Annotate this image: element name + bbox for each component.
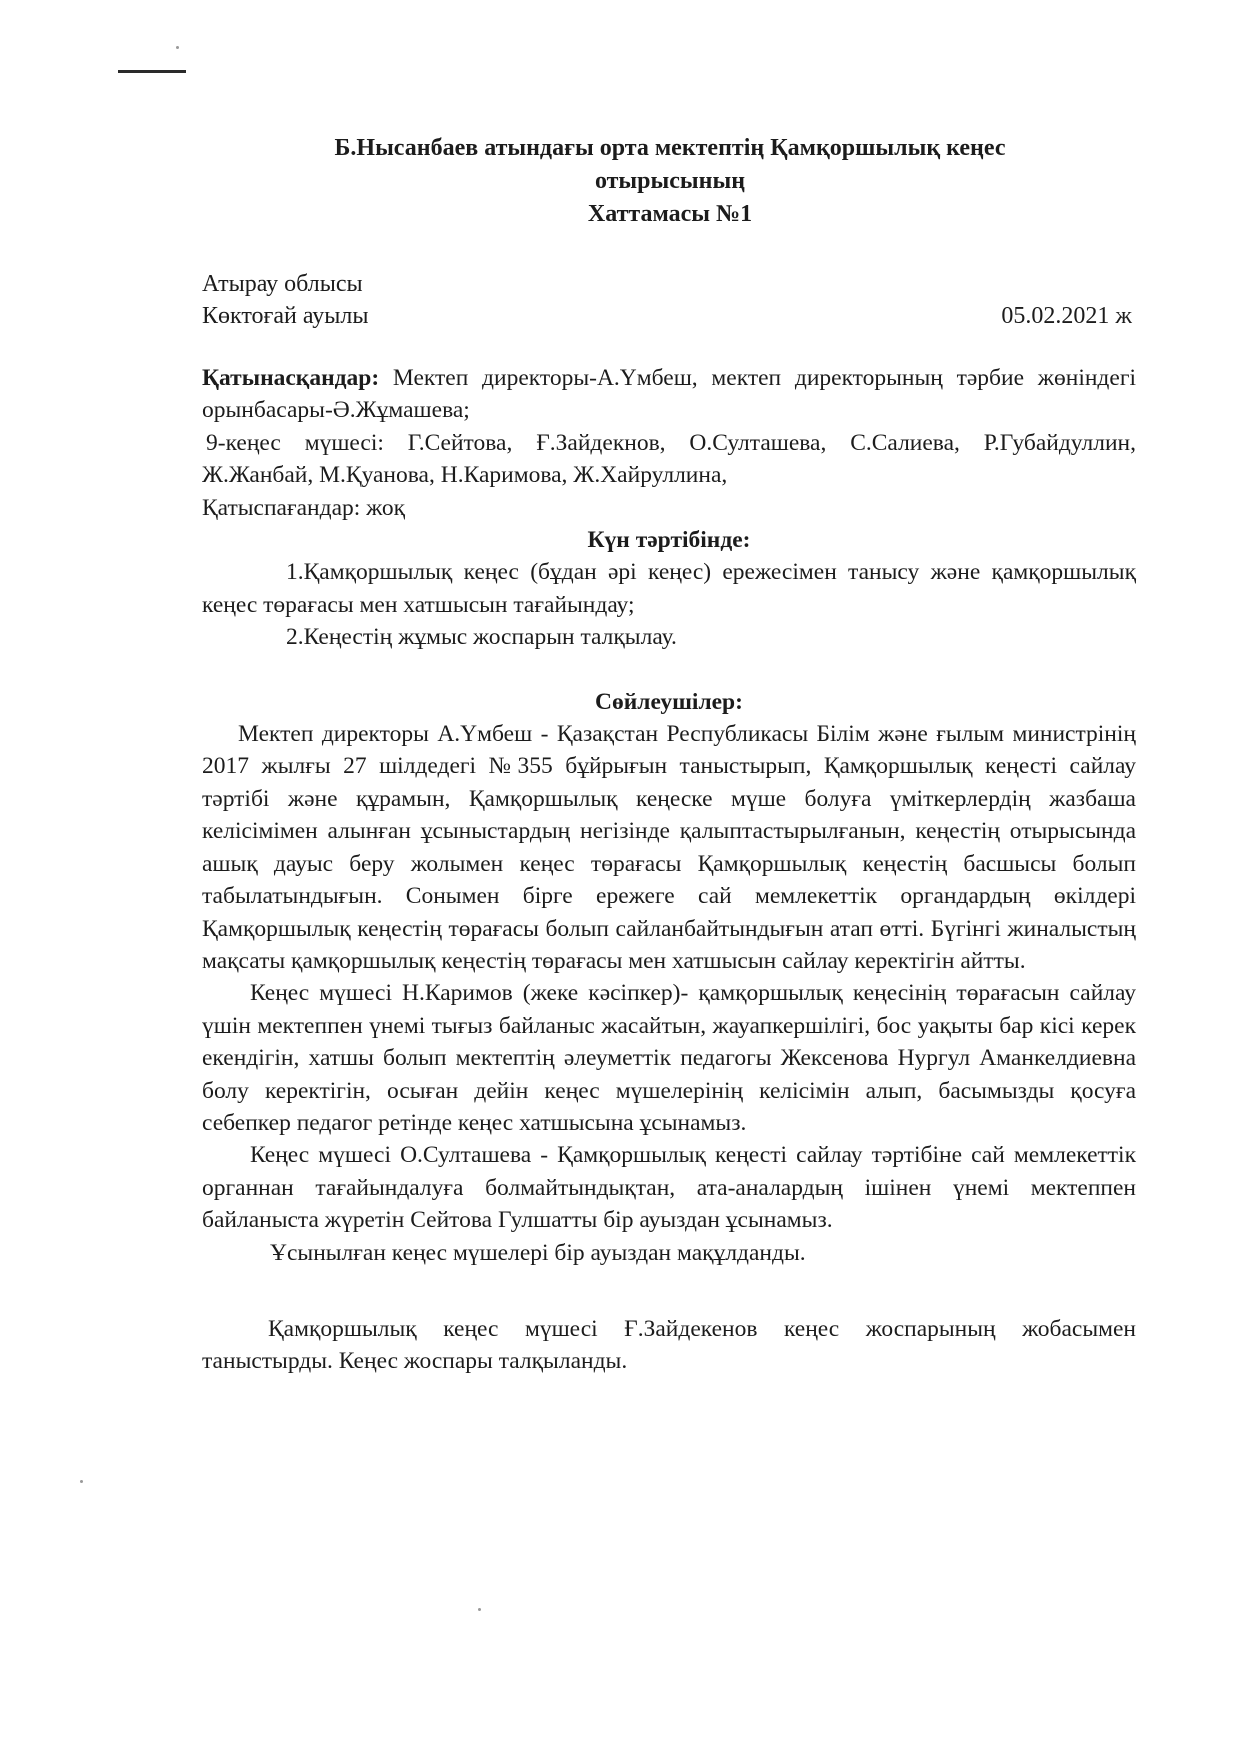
place-and-date <box>202 268 1132 332</box>
header-title-line1: Б.Нысанбаев атындағы орта мектептің Қамқоршылық кеңес <box>334 135 1006 161</box>
agenda-item-2: 2.Кеңестің жұмыс жоспарын талқылау. <box>286 624 677 651</box>
document-header <box>200 132 1140 231</box>
village-name: Көктоғай ауылы <box>202 303 369 329</box>
attendance-paragraph <box>202 362 1136 427</box>
corner-mark <box>118 70 186 73</box>
attendance-text: Мектеп директоры-А.Үмбеш, мектеп директорының тәрбие жөніндегі орынбасары-Ә.Жұмашева; <box>202 365 1136 424</box>
absent-line: Қатыспағандар: жоқ <box>202 494 405 521</box>
scan-speck <box>478 1608 481 1611</box>
speaker-paragraph-sultasheva: Кеңес мүшесі О.Султашева - Қамқоршылық кеңесті сайлау тәртібіне сай мемлекеттік органнан тағайындалуға болмайтындықтан, ата-аналардың ішінен үнемі мектеппен байланыста жүретін Сейтова Гулшатты бір ауыздан ұсынамыз. <box>202 1142 1136 1234</box>
header-protocol-number: Хаттамасы №1 <box>587 201 753 227</box>
scan-speck <box>80 1480 83 1483</box>
agenda-heading: Күн тәртібінде: <box>587 527 751 554</box>
scan-speck <box>176 46 179 49</box>
document-date: 05.02.2021 ж <box>1001 303 1132 329</box>
members-paragraph: 9-кеңес мүшесі: Г.Сейтова, Ғ.Зайдекнов, О.Султашева, С.Салиева, Р.Губайдуллин, Ж.Жанбай, М.Қуанова, Н.Каримова, Ж.Хайруллина, <box>202 429 1136 489</box>
speaker-paragraph-director: Мектеп директоры А.Үмбеш - Қазақстан Республикасы Білім және ғылым министрінің 2017 жылғы 27 шілдедегі №355 бұйрығын таныстырып, Қамқоршылық кеңесті сайлау тәртібі және құрамын, Қамқоршылық кеңеске мүше болуға үміткерлердің жазбаша келісімімен алынған ұсыныстардың негізінде қалыптастырылғанын, кеңестің отырысында ашық дауыс беру жолымен кеңес төрағасы Қамқоршылық кеңестің басшысы болып табылатындығын. Сонымен бірге ережеге сай мемлекеттік органдардың өкілдері Қамқоршылық кеңестің төрағасы болып сайланбайтындығын атап өтті. Бүгінгі жиналыстың мақсаты қамқоршылық кеңестің төрағасы мен хатшысын сайлау керектігін айтты. <box>202 721 1136 974</box>
speaker-paragraph-karimov: Кеңес мүшесі Н.Каримов (жеке кәсіпкер)- қамқоршылық кеңесінің төрағасын сайлау үшін мектеппен үнемі тығыз байланыс жасайтын, жауапкершілігі, бос уақыты бар кісі керек екендігін, хатшы болып мектептің әлеуметтік педагогы Жексенова Нургул Аманкелдиевна болу керектігін, осыған дейін кеңес мүшелерінің келісімін алып, басымызды қосуға себепкер педагог ретінде кеңес хатшысына ұсынамыз. <box>202 980 1136 1136</box>
village-date-row <box>202 300 1132 332</box>
document-body <box>202 362 1136 1378</box>
closing-paragraph: Қамқоршылық кеңес мүшесі Ғ.Зайдекенов кеңес жоспарының жобасымен таныстырды. Кеңес жоспары талқыланды. <box>202 1315 1136 1375</box>
attendance-label: Қатынасқандар: <box>202 365 380 391</box>
approval-line: Ұсынылған кеңес мүшелері бір ауыздан мақұлданды. <box>270 1239 806 1266</box>
speakers-heading: Сөйлеушілер: <box>595 688 743 715</box>
region-name: Атырау облысы <box>202 271 363 297</box>
agenda-item-1: 1.Қамқоршылық кеңес (бұдан әрі кеңес) ережесімен танысу және қамқоршылық кеңес төрағасы мен хатшысын тағайындау; <box>202 559 1136 618</box>
header-title-line2: отырысының <box>594 168 746 194</box>
